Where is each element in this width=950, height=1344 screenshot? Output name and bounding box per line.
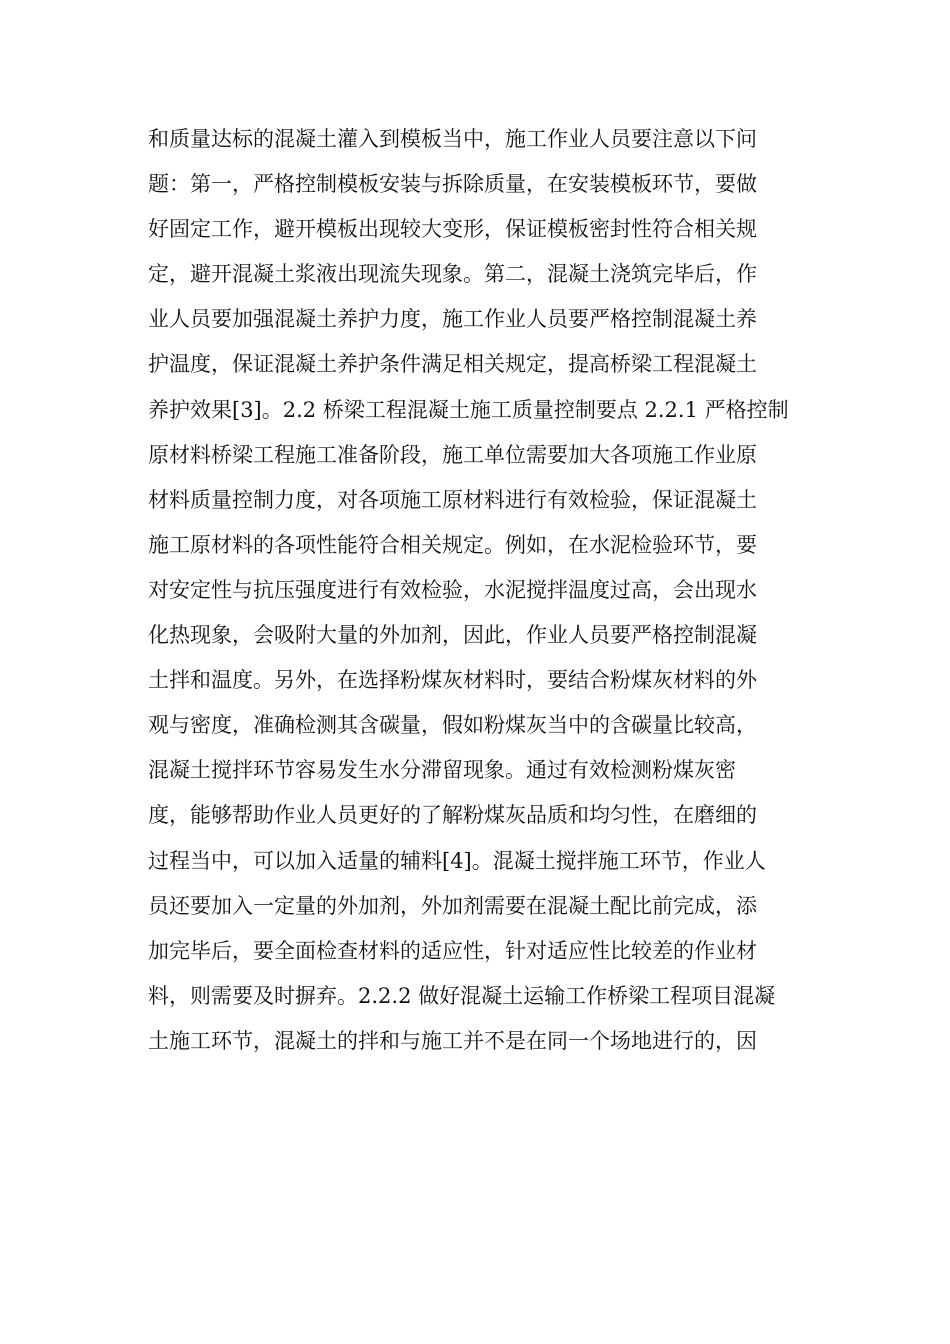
paragraph-line: 对安定性与抗压强度进行有效检验，水泥搅拌温度过高，会出现水: [148, 577, 757, 602]
paragraph-line: 员还要加入一定量的外加剂，外加剂需要在混凝土配比前完成，添: [148, 893, 757, 918]
paragraph-line: 定，避开混凝土浆液出现流失现象。第二，混凝土浇筑完毕后，作: [148, 262, 757, 287]
paragraph-line: 和质量达标的混凝土灌入到模板当中，施工作业人员要注意以下问: [148, 127, 757, 151]
paragraph-line: 土拌和温度。另外，在选择粉煤灰材料时，要结合粉煤灰材料的外: [148, 668, 757, 693]
paragraph-line: 度，能够帮助作业人员更好的了解粉煤灰品质和均匀性，在磨细的: [148, 803, 757, 828]
paragraph-line: 原材料桥梁工程施工准备阶段，施工单位需要加大各项施工作业原: [148, 442, 757, 467]
paragraph-line: 养护效果[3]。2.2 桥梁工程混凝土施工质量控制要点 2.2.1 严格控制: [148, 397, 789, 422]
paragraph-line: 混凝土搅拌环节容易发生水分滞留现象。通过有效检测粉煤灰密: [148, 758, 736, 783]
paragraph-line: 料，则需要及时摒弃。2.2.2 做好混凝土运输工作桥梁工程项目混凝: [148, 983, 776, 1008]
paragraph-line: 化热现象，会吸附大量的外加剂，因此，作业人员要严格控制混凝: [148, 623, 757, 648]
paragraph-line: 过程当中，可以加入适量的辅料[4]。混凝土搅拌施工环节，作业人: [148, 848, 766, 873]
paragraph-line: 护温度，保证混凝土养护条件满足相关规定，提高桥梁工程混凝土: [148, 352, 757, 377]
paragraph-line: 业人员要加强混凝土养护力度，施工作业人员要严格控制混凝土养: [148, 307, 757, 332]
paragraph-line: 土施工环节，混凝土的拌和与施工并不是在同一个场地进行的，因: [148, 1028, 757, 1053]
paragraph-line: 材料质量控制力度，对各项施工原材料进行有效检验，保证混凝土: [148, 487, 757, 512]
body-paragraph: [148, 117, 808, 1064]
paragraph-line: 题：第一，严格控制模板安装与拆除质量，在安装模板环节，要做: [148, 172, 757, 197]
paragraph-line: 加完毕后，要全面检查材料的适应性，针对适应性比较差的作业材: [148, 938, 757, 963]
paragraph-line: 观与密度，准确检测其含碳量，假如粉煤灰当中的含碳量比较高，: [148, 713, 757, 738]
paragraph-line: 施工原材料的各项性能符合相关规定。例如，在水泥检验环节，要: [148, 532, 757, 557]
paragraph-line: 好固定工作，避开模板出现较大变形，保证模板密封性符合相关规: [148, 217, 757, 242]
